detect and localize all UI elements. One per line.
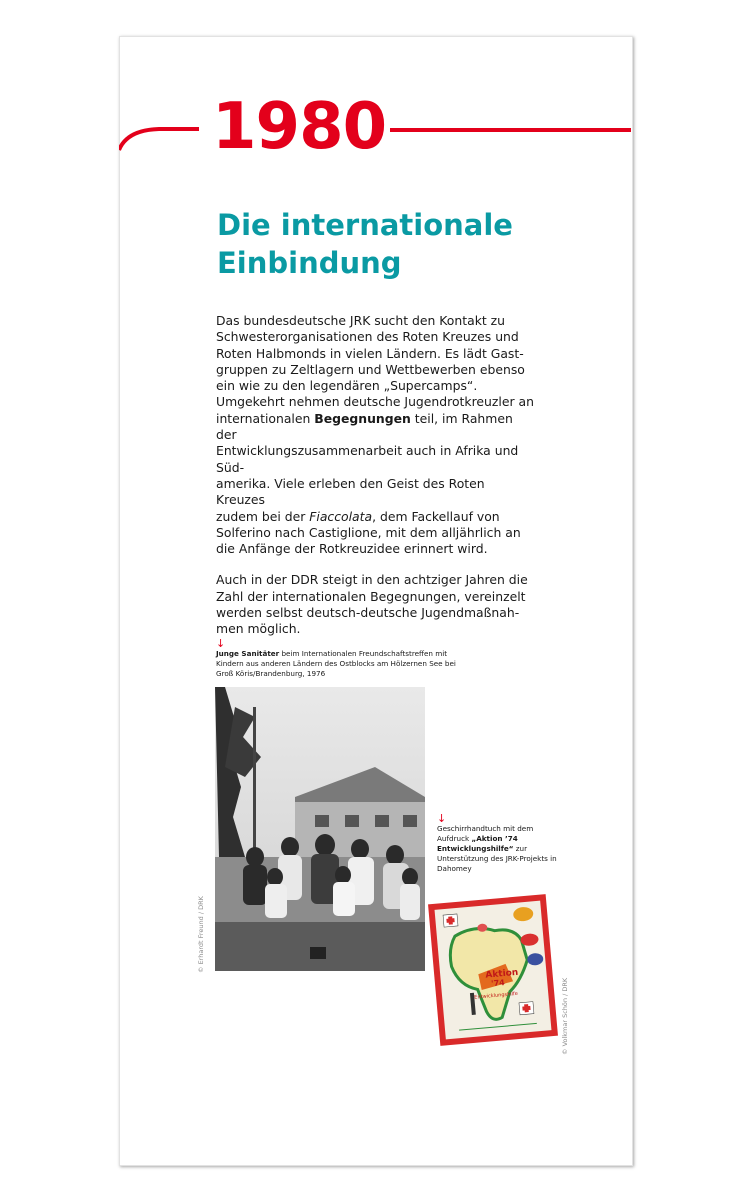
paragraph-2: Auch in der DDR steigt in den achtziger Jahren die Zahl der internationalen Begegnungen, vereinzelt werden selbst deutsch-deutsche Jugendmaßnah- men möglich. — [216, 572, 528, 637]
page-title — [217, 206, 547, 282]
p1-text-a: Das bundesdeutsche JRK sucht den Kontakt zu Schwesterorganisationen des Roten Kreuzes und Roten Halbmonds in vielen Ländern. Es lädt Gast- gruppen zu Zeltlagern und Wettbewerben ebenso ein wie zu den legendären „Supercamps“. Umgekehrt nehmen deutsche Jugendrotkreuzler an internationalen — [216, 313, 534, 426]
caption1-bold: Junge Sanitäter — [216, 649, 280, 658]
p1-bold-term: Begegnungen — [314, 410, 411, 426]
red-curve-rule-left — [119, 114, 199, 154]
paragraph-1 — [216, 313, 536, 557]
caption1-text: beim Internationalen Freundschaftstreffen mit Kindern aus anderen Ländern des Ostblocks am Hölzernen See bei Groß Köris/Brandenburg, 1976 — [216, 649, 456, 678]
towel-text-year: '74 — [490, 978, 506, 989]
red-rule-right — [390, 128, 631, 132]
photo-credit-1: © Erhardt Freund / DRK — [197, 896, 205, 973]
photo-tea-towel — [428, 893, 558, 1047]
photo-young-paramedics — [215, 687, 425, 971]
photo-credit-2: © Volkmar Schön / DRK — [561, 977, 569, 1055]
p1-text-c: , dem Fackellauf von Solferino nach Castiglione, mit dem alljährlich an die Anfänge der Rotkreuzidee erinnert wird. — [216, 508, 521, 557]
title-line-2: Einbindung — [217, 246, 402, 280]
caption-photo-1 — [216, 638, 466, 679]
p1-italic-term: Fiaccolata — [309, 508, 373, 524]
down-arrow-icon: ↓ — [437, 812, 447, 825]
body-text — [216, 313, 536, 653]
caption2-text-b: zur Unterstützung des JRK-Projekts in Dahomey — [437, 844, 557, 873]
title-line-1: Die internationale — [217, 208, 513, 242]
towel-text-sub: Entwicklungshilfe — [474, 990, 519, 1001]
towel-text-aktion: Aktion — [485, 967, 519, 981]
caption-photo-2 — [437, 813, 562, 874]
caption2-text-a: Geschirrhandtuch mit dem Aufdruck — [437, 824, 534, 843]
p1-text-b: teil, im Rahmen der Entwicklungszusammenarbeit auch in Afrika und Süd- amerika. Viele erleben den Geist des Roten Kreuzes zudem bei der — [216, 410, 519, 524]
year-heading: 1980 — [212, 90, 387, 164]
caption2-bold: „Aktion ’74 Entwicklungshilfe“ — [437, 834, 518, 853]
down-arrow-icon: ↓ — [216, 637, 226, 650]
